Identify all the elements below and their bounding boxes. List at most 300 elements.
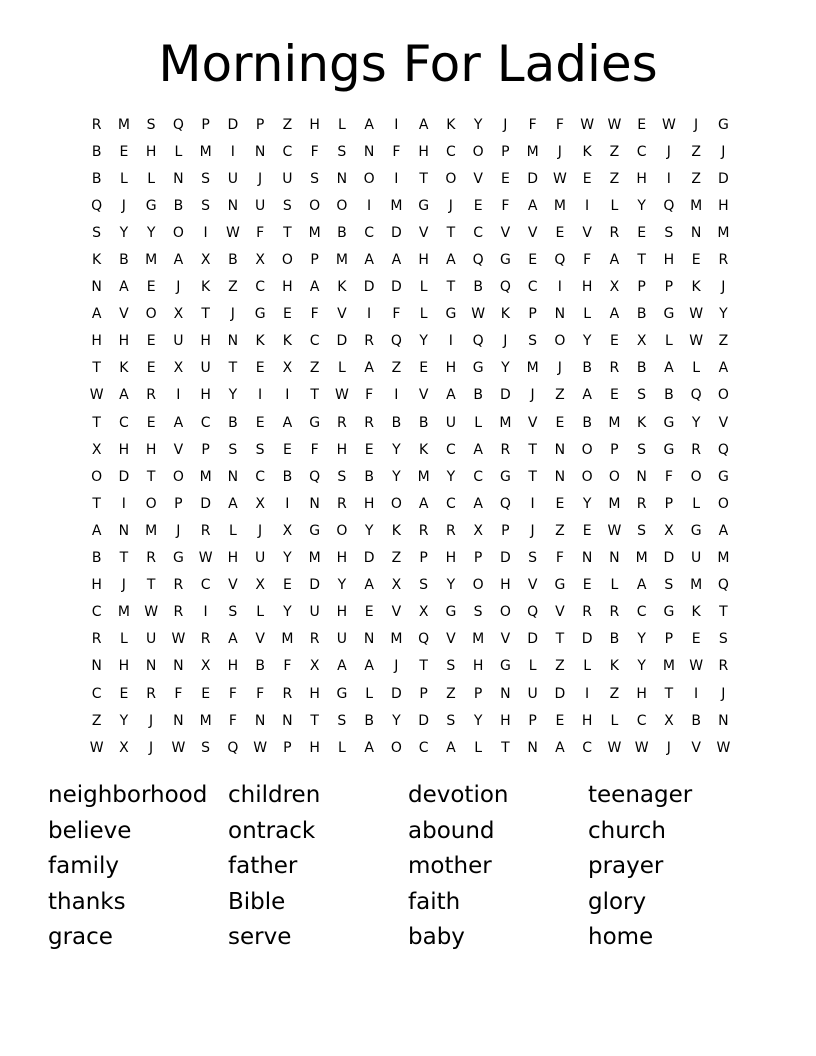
grid-letter: Z [91, 712, 102, 729]
grid-letter: H [472, 658, 484, 675]
grid-letter: R [91, 631, 102, 648]
grid-letter: W [689, 658, 704, 675]
grid-letter: E [691, 252, 701, 269]
grid-letter: C [473, 224, 484, 241]
grid-letter: G [309, 414, 321, 431]
grid-letter: A [582, 387, 592, 404]
grid-letter: M [281, 631, 294, 648]
grid-letter: X [119, 739, 129, 756]
word-list-item: teenager [588, 782, 693, 808]
grid-letter: D [200, 495, 212, 512]
grid-letter: K [500, 306, 510, 323]
grid-letter: F [256, 685, 265, 702]
grid-letter: A [173, 252, 184, 269]
grid-letter: S [146, 116, 156, 133]
page-title: Mornings For Ladies [158, 35, 658, 93]
grid-letter: B [282, 468, 293, 485]
grid-letter: B [691, 712, 701, 729]
grid-letter: C [636, 143, 647, 160]
grid-letter: H [718, 197, 729, 214]
grid-letter: M [417, 468, 430, 485]
grid-letter: X [636, 333, 647, 350]
grid-letter: E [146, 333, 156, 350]
grid-letter: C [445, 495, 456, 512]
grid-letter: N [227, 197, 239, 214]
grid-letter: S [337, 143, 347, 160]
grid-letter: N [227, 468, 239, 485]
grid-letter: P [419, 550, 428, 567]
grid-letter: I [258, 387, 263, 404]
grid-letter: A [664, 360, 674, 377]
grid-letter: J [448, 197, 453, 214]
grid-letter: B [473, 279, 483, 296]
grid-letter: P [201, 441, 210, 458]
grid-letter: O [91, 468, 103, 485]
grid-letter: B [364, 468, 374, 485]
grid-letter: P [664, 495, 674, 512]
grid-letter: J [258, 522, 263, 539]
grid-letter: T [92, 360, 101, 377]
grid-letter: Y [691, 414, 701, 431]
grid-letter: Y [582, 495, 592, 512]
grid-letter: L [337, 360, 346, 377]
grid-letter: I [394, 116, 399, 133]
grid-letter: H [145, 441, 157, 458]
grid-letter: U [173, 333, 184, 350]
grid-letter: O [363, 170, 375, 187]
grid-letter: H [445, 360, 457, 377]
grid-letter: V [527, 414, 538, 431]
grid-letter: E [582, 170, 592, 187]
grid-letter: A [446, 387, 456, 404]
grid-letter: V [391, 604, 402, 621]
grid-letter: U [336, 631, 347, 648]
grid-letter: F [310, 306, 319, 323]
grid-letter: L [174, 143, 183, 160]
grid-letter: A [555, 739, 565, 756]
grid-letter: A [364, 116, 374, 133]
grid-letter: G [499, 468, 511, 485]
grid-letter: H [200, 333, 211, 350]
grid-letter: V [446, 631, 456, 648]
grid-letter: C [91, 604, 102, 621]
grid-letter: F [310, 143, 319, 160]
grid-letter: S [255, 441, 265, 458]
grid-letter: A [228, 631, 238, 648]
grid-letter: Q [554, 252, 566, 269]
grid-letter: L [583, 658, 592, 675]
grid-letter: Q [472, 333, 484, 350]
grid-letter: F [555, 116, 564, 133]
grid-letter: C [309, 333, 320, 350]
grid-letter: G [418, 197, 430, 214]
grid-letter: E [582, 577, 592, 594]
grid-letter: H [336, 604, 348, 621]
grid-letter: A [527, 197, 538, 214]
grid-letter: J [176, 522, 181, 539]
grid-letter: W [253, 739, 268, 756]
grid-letter: M [717, 550, 730, 567]
grid-letter: K [119, 360, 129, 377]
grid-letter: V [500, 631, 511, 648]
grid-letter: T [528, 441, 537, 458]
grid-letter: O [145, 495, 157, 512]
grid-letter: M [117, 116, 130, 133]
grid-letter: M [199, 143, 212, 160]
grid-letter: Y [719, 306, 728, 323]
grid-letter: R [364, 333, 374, 350]
grid-letter: G [663, 604, 675, 621]
grid-letter: P [528, 712, 537, 729]
grid-letter: K [609, 658, 619, 675]
grid-letter: D [336, 333, 348, 350]
grid-letter: H [336, 550, 348, 567]
grid-letter: E [282, 441, 292, 458]
grid-letter: D [499, 550, 511, 567]
grid-letter: M [526, 143, 539, 160]
grid-letter: V [691, 739, 701, 756]
grid-letter: Q [499, 495, 511, 512]
grid-letter: L [419, 306, 428, 323]
grid-letter: A [446, 252, 456, 269]
grid-letter: Z [309, 360, 320, 377]
grid-letter: O [172, 224, 184, 241]
grid-letter: E [119, 685, 129, 702]
grid-letter: E [500, 170, 510, 187]
grid-letter: Z [609, 143, 620, 160]
grid-letter: S [718, 631, 728, 648]
grid-letter: T [146, 577, 156, 594]
grid-letter: K [419, 441, 429, 458]
grid-letter: E [691, 631, 701, 648]
grid-letter: P [637, 279, 646, 296]
word-list-item: family [48, 853, 119, 880]
grid-letter: N [91, 658, 102, 675]
grid-letter: I [203, 224, 208, 241]
grid-letter: H [309, 116, 320, 133]
grid-letter: B [91, 550, 102, 567]
grid-letter: V [337, 306, 347, 323]
grid-letter: Q [309, 468, 321, 485]
grid-letter: V [718, 414, 729, 431]
grid-letter: V [527, 224, 538, 241]
word-list-item: church [588, 817, 666, 844]
grid-letter: Z [718, 333, 729, 350]
grid-letter: A [636, 577, 647, 594]
grid-letter: N [500, 685, 511, 702]
grid-letter: Y [119, 712, 129, 729]
grid-letter: W [689, 306, 704, 323]
grid-letter: A [91, 522, 102, 539]
grid-letter: C [200, 577, 211, 594]
grid-letter: O [281, 252, 293, 269]
grid-letter: Z [282, 116, 293, 133]
grid-letter: Y [283, 604, 292, 621]
grid-letter: M [499, 414, 512, 431]
grid-letter: W [634, 739, 649, 756]
grid-letter: T [283, 224, 292, 241]
grid-letter: W [89, 387, 104, 404]
grid-letter: R [337, 495, 347, 512]
grid-letter: E [555, 224, 565, 241]
grid-letter: A [364, 658, 374, 675]
grid-letter: H [363, 495, 375, 512]
grid-letter: G [690, 522, 702, 539]
grid-letter: S [528, 333, 538, 350]
grid-letter: Q [690, 387, 702, 404]
grid-letter: I [694, 685, 699, 702]
grid-letter: I [203, 604, 208, 621]
grid-letter: K [282, 333, 292, 350]
grid-letter: K [446, 116, 456, 133]
grid-letter: A [364, 577, 374, 594]
grid-letter: R [636, 495, 647, 512]
grid-letter: L [228, 522, 237, 539]
grid-letter: S [201, 197, 211, 214]
grid-letter: M [117, 604, 130, 621]
grid-letter: G [145, 197, 157, 214]
grid-letter: D [309, 577, 321, 594]
grid-letter: M [608, 414, 621, 431]
grid-letter: Z [555, 522, 565, 539]
grid-letter: V [228, 577, 238, 594]
grid-letter: W [89, 739, 104, 756]
grid-letter: Z [555, 387, 565, 404]
word-list-item: grace [48, 924, 113, 951]
grid-letter: T [119, 550, 129, 567]
word-list-item: father [228, 853, 298, 880]
grid-letter: A [364, 739, 374, 756]
grid-letter: R [337, 414, 347, 431]
grid-letter: R [146, 550, 156, 567]
grid-letter: K [391, 522, 401, 539]
grid-letter: B [664, 387, 674, 404]
grid-letter: S [337, 712, 347, 729]
grid-letter: X [473, 522, 483, 539]
grid-letter: T [201, 306, 210, 323]
grid-letter: Y [228, 387, 238, 404]
grid-letter: M [635, 550, 648, 567]
grid-letter: D [499, 387, 511, 404]
grid-letter: E [146, 414, 156, 431]
grid-letter: O [717, 495, 729, 512]
grid-letter: B [636, 306, 647, 323]
grid-letter: N [282, 712, 293, 729]
grid-letter: W [144, 604, 159, 621]
grid-letter: C [91, 685, 102, 702]
grid-letter: S [664, 224, 674, 241]
grid-letter: N [227, 333, 239, 350]
grid-letter: I [285, 387, 290, 404]
grid-letter: P [664, 631, 674, 648]
grid-letter: C [200, 414, 211, 431]
grid-letter: E [609, 333, 619, 350]
grid-letter: Z [391, 550, 402, 567]
grid-letter: R [146, 685, 156, 702]
grid-letter: L [528, 658, 537, 675]
grid-letter: Y [637, 631, 646, 648]
grid-letter: J [530, 522, 535, 539]
grid-letter: B [609, 631, 620, 648]
grid-letter: N [118, 522, 130, 539]
grid-letter: A [337, 658, 347, 675]
grid-letter: K [337, 279, 347, 296]
grid-letter: U [255, 550, 266, 567]
grid-letter: N [336, 170, 348, 187]
grid-letter: B [91, 143, 102, 160]
grid-letter: H [636, 170, 647, 187]
grid-letter: M [390, 631, 403, 648]
grid-letter: F [392, 143, 401, 160]
grid-letter: S [337, 468, 347, 485]
grid-letter: B [636, 360, 647, 377]
grid-letter: H [581, 279, 593, 296]
word-list-item: children [228, 782, 321, 808]
grid-letter: F [555, 550, 564, 567]
grid-letter: N [363, 143, 375, 160]
grid-letter: H [445, 550, 457, 567]
word-list-item: mother [408, 853, 492, 880]
grid-letter: K [582, 143, 592, 160]
grid-letter: S [228, 604, 238, 621]
grid-letter: I [530, 495, 535, 512]
grid-letter: M [690, 197, 703, 214]
grid-letter: O [472, 143, 484, 160]
grid-letter: X [418, 604, 429, 621]
grid-letter: U [255, 197, 266, 214]
grid-letter: M [308, 550, 321, 567]
grid-letter: L [365, 685, 374, 702]
grid-letter: J [503, 116, 508, 133]
grid-letter: T [637, 252, 646, 269]
grid-letter: F [583, 252, 592, 269]
grid-letter: H [91, 577, 102, 594]
grid-letter: E [609, 387, 619, 404]
grid-letter: W [716, 739, 731, 756]
grid-letter: Y [119, 224, 129, 241]
grid-letter: T [501, 739, 510, 756]
grid-letter: I [585, 685, 590, 702]
grid-letter: D [390, 685, 402, 702]
grid-letter: E [582, 522, 592, 539]
grid-letter: E [419, 360, 429, 377]
grid-letter: Q [390, 333, 402, 350]
grid-letter: P [419, 685, 428, 702]
grid-letter: G [663, 306, 675, 323]
grid-letter: R [718, 658, 729, 675]
grid-letter: U [309, 604, 320, 621]
grid-letter: Y [337, 577, 347, 594]
grid-letter: B [228, 252, 238, 269]
grid-letter: P [201, 116, 210, 133]
grid-letter: H [227, 550, 239, 567]
grid-letter: B [337, 224, 347, 241]
grid-letter: T [228, 360, 238, 377]
grid-letter: T [310, 387, 319, 404]
grid-letter: J [530, 387, 535, 404]
grid-letter: T [664, 685, 674, 702]
grid-letter: A [173, 414, 184, 431]
grid-letter: H [118, 441, 130, 458]
grid-letter: V [582, 224, 592, 241]
grid-letter: A [718, 522, 729, 539]
word-list-item: home [588, 924, 654, 951]
grid-letter: W [198, 550, 213, 567]
grid-letter: D [554, 685, 566, 702]
grid-letter: E [146, 360, 156, 377]
grid-letter: U [227, 170, 238, 187]
grid-letter: V [119, 306, 129, 323]
word-list-item: thanks [48, 888, 126, 915]
grid-letter: A [119, 387, 129, 404]
grid-letter: X [309, 658, 320, 675]
grid-letter: J [176, 279, 181, 296]
grid-letter: M [662, 658, 675, 675]
grid-letter: X [609, 279, 620, 296]
grid-letter: B [582, 414, 592, 431]
grid-letter: U [282, 170, 293, 187]
grid-letter: C [636, 604, 647, 621]
word-list [48, 778, 768, 956]
grid-letter: E [637, 224, 647, 241]
grid-letter: C [527, 279, 538, 296]
grid-letter: G [717, 116, 729, 133]
grid-letter: K [255, 333, 265, 350]
grid-letter: A [609, 306, 620, 323]
grid-letter: I [230, 143, 235, 160]
grid-letter: R [500, 441, 511, 458]
grid-letter: Z [446, 685, 456, 702]
grid-letter: G [172, 550, 184, 567]
grid-letter: A [228, 495, 238, 512]
grid-letter: G [663, 441, 675, 458]
grid-letter: R [418, 522, 429, 539]
grid-letter: H [145, 143, 157, 160]
grid-letter: C [255, 468, 266, 485]
grid-letter: X [173, 360, 184, 377]
grid-letter: J [149, 712, 154, 729]
grid-letter: G [717, 468, 729, 485]
grid-letter: S [637, 522, 647, 539]
grid-letter: T [419, 658, 428, 675]
grid-letter: S [664, 577, 674, 594]
grid-letter: L [610, 577, 619, 594]
grid-letter: O [499, 604, 511, 621]
grid-letter: G [554, 577, 566, 594]
grid-letter: P [174, 495, 183, 512]
grid-letter: X [282, 360, 293, 377]
grid-letter: T [92, 495, 101, 512]
grid-letter: M [390, 197, 403, 214]
grid-letter: M [717, 224, 730, 241]
grid-letter: Y [501, 360, 510, 377]
grid-letter: R [309, 631, 320, 648]
grid-letter: N [690, 224, 702, 241]
grid-letter: B [228, 414, 238, 431]
grid-letter: X [391, 577, 402, 594]
grid-letter: U [527, 685, 538, 702]
grid-letter: J [666, 739, 671, 756]
grid-letter: O [336, 522, 348, 539]
grid-letter: A [418, 495, 429, 512]
word-list-item: glory [588, 888, 647, 915]
grid-letter: H [91, 333, 102, 350]
grid-letter: H [500, 712, 511, 729]
grid-letter: T [310, 712, 319, 729]
grid-letter: F [228, 685, 237, 702]
grid-letter: J [121, 577, 126, 594]
grid-letter: Y [446, 468, 456, 485]
